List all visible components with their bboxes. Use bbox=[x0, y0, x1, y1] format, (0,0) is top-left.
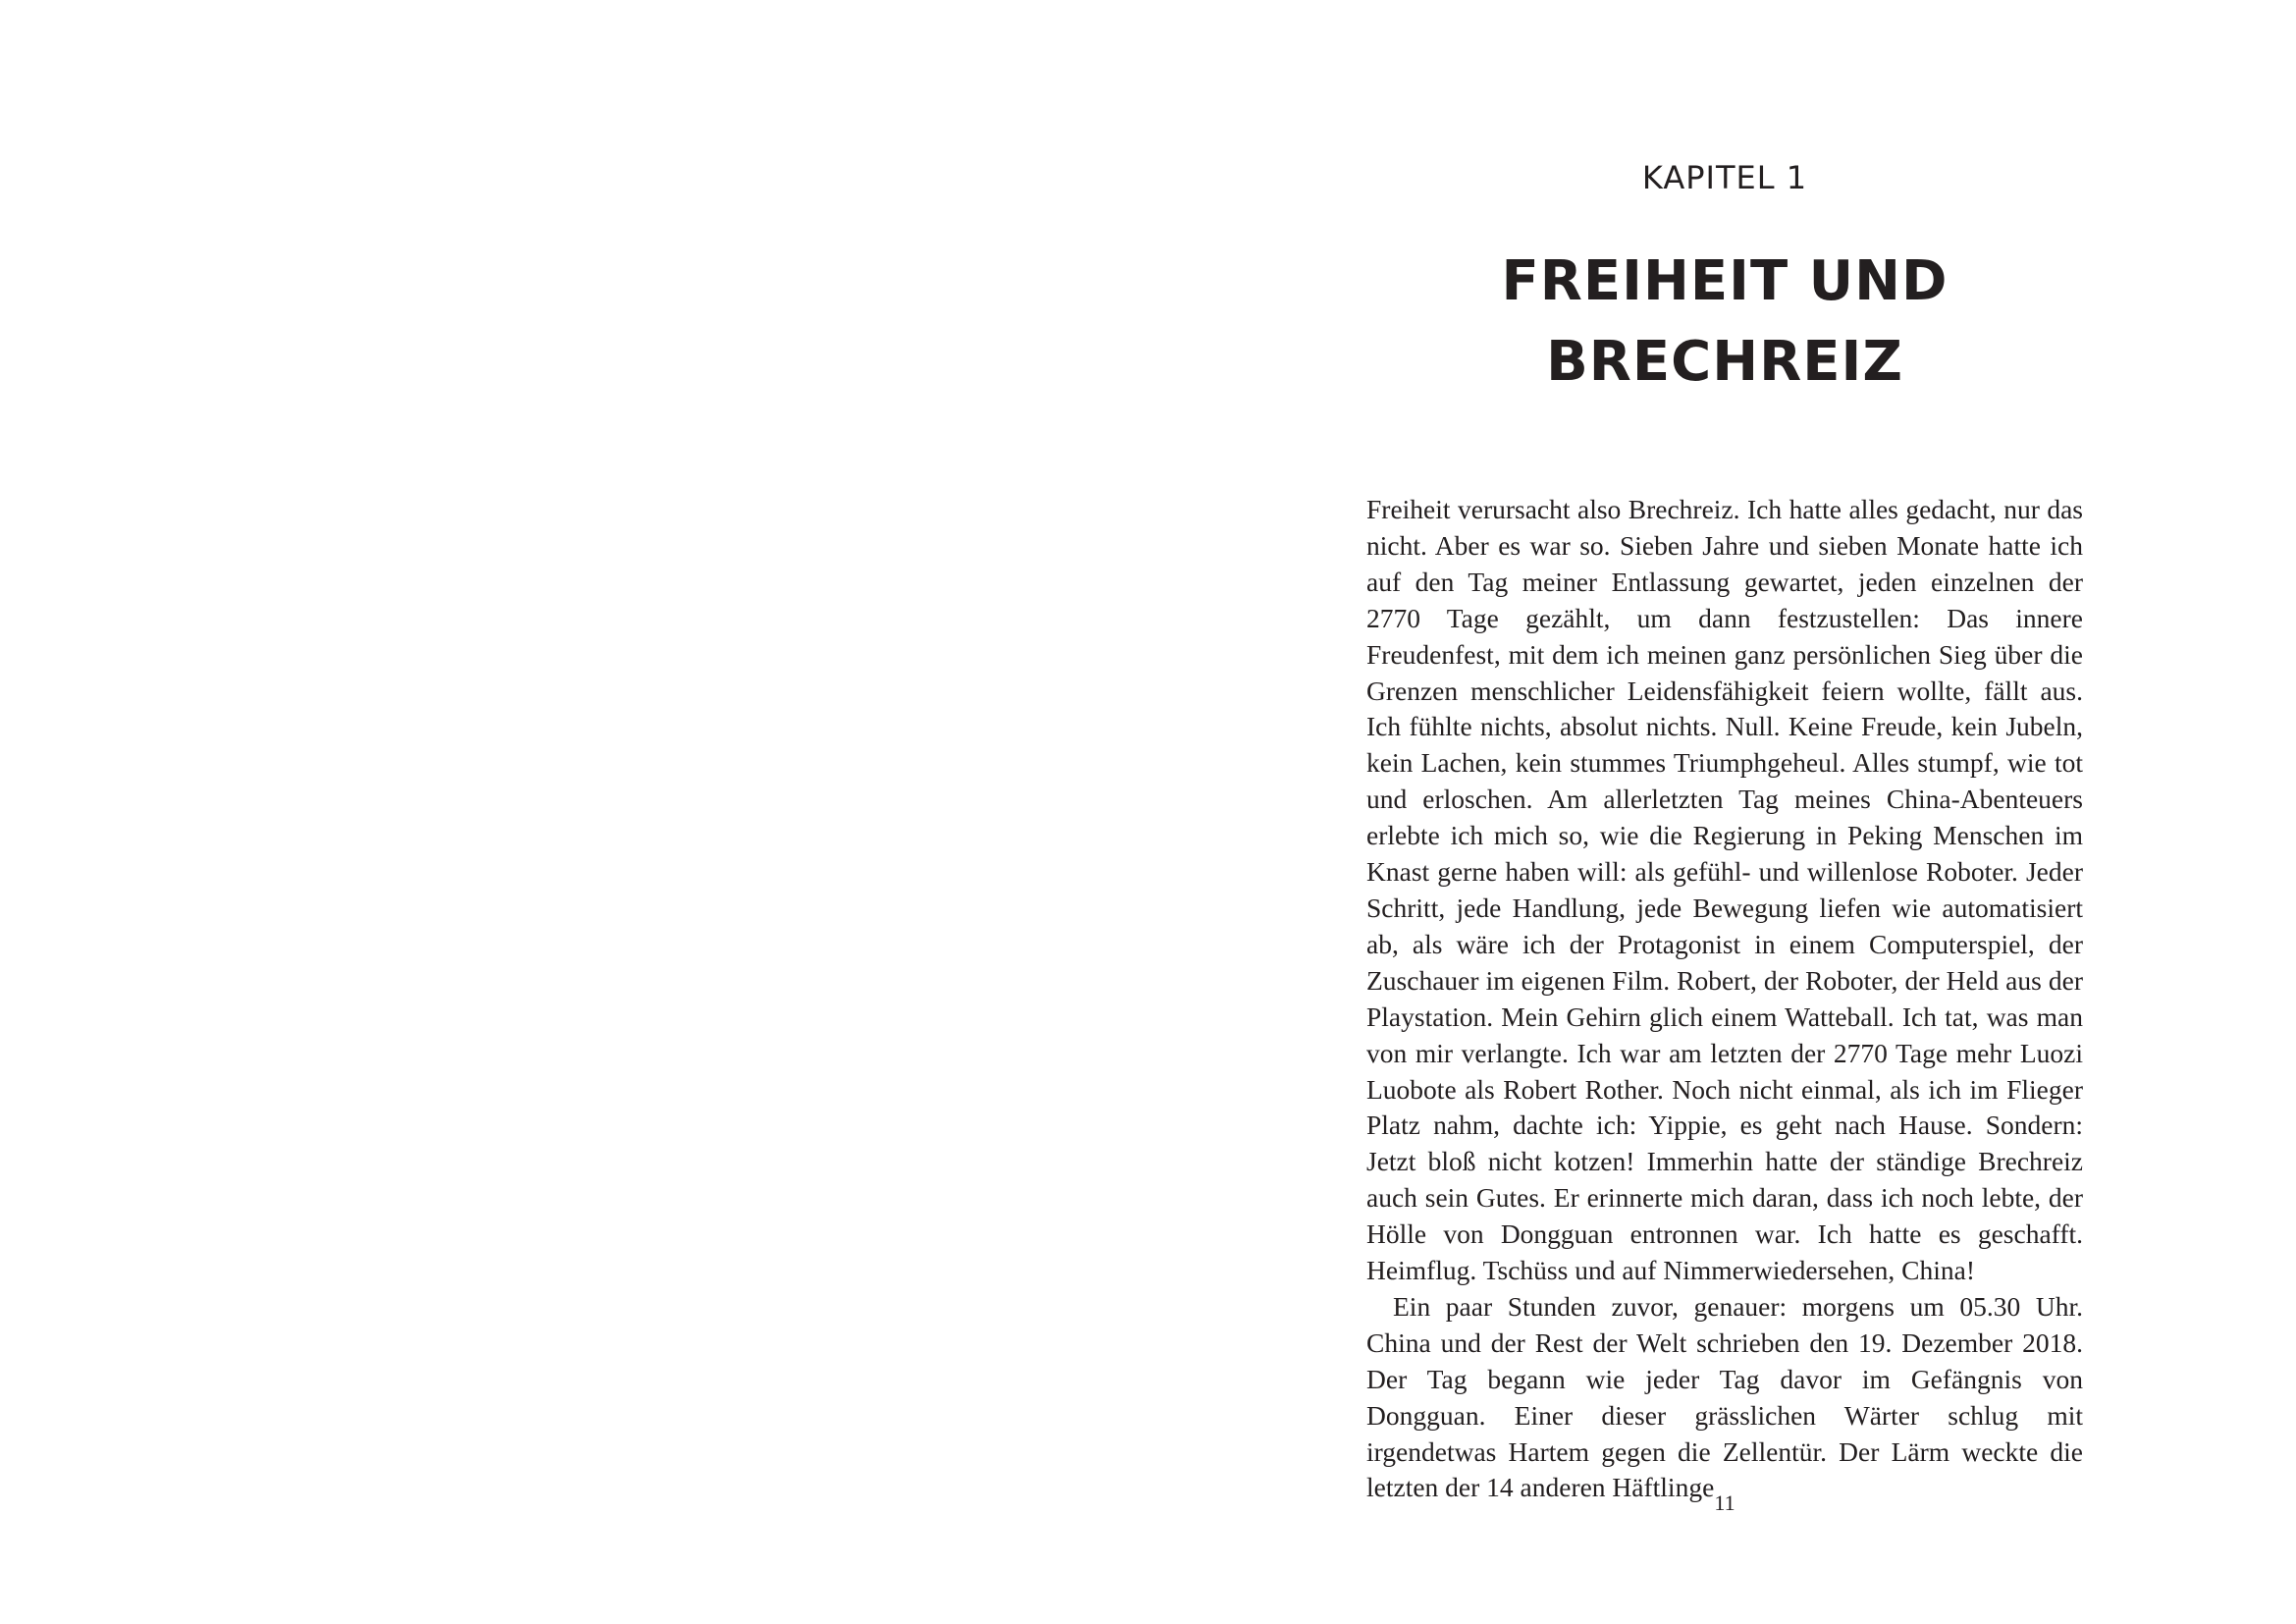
page-number: 11 bbox=[1714, 1490, 1735, 1515]
chapter-label: KAPITEL 1 bbox=[1641, 159, 1808, 196]
body-text bbox=[1366, 492, 2083, 1506]
body-paragraph-2: Ein paar Stunden zuvor, genauer: morgens um 05.30 Uhr. China und der Rest der Welt schrieben den 19. Dezember 2018. Der Tag begann wie jeder Tag davor im Gefängnis von Dongguan. Einer dieser grässlichen Wärter schlug mit irgendetwas Hartem gegen die Zellentür. Der Lärm weckte die letzten der 14 anderen Häftlinge bbox=[1366, 1290, 2083, 1503]
chapter-title bbox=[1366, 242, 2083, 403]
body-paragraph-1: Freiheit verursacht also Brechreiz. Ich hatte alles gedacht, nur das nicht. Aber es war so. Sieben Jahre und sieben Monate hatte ich auf den Tag meiner Entlassung gewartet, jeden einzelnen der 2770 Tage gezählt, um dann festzustellen: Das innere Freudenfest, mit dem ich meinen ganz persönlichen Sieg über die Grenzen menschlicher Leidensfähigkeit feiern wollte, fällt aus. Ich fühlte nichts, absolut nichts. Null. Keine Freude, kein Jubeln, kein Lachen, kein stummes Triumphgeheul. Alles stumpf, wie tot und erloschen. Am allerletzten Tag meines China-Abenteuers erlebte ich mich so, wie die Regierung in Peking Menschen im Knast gerne haben will: als gefühl- und willenlose Roboter. Jeder Schritt, jede Handlung, jede Bewegung liefen wie automatisiert ab, als wäre ich der Protagonist in einem Computerspiel, der Zuschauer im eigenen Film. Robert, der Roboter, der Held aus der Playstation. Mein Gehirn glich einem Watteball. Ich tat, was man von mir verlangte. Ich war am letzten der 2770 Tage mehr Luozi Luobote als Robert Rother. Noch nicht einmal, als ich im Flieger Platz nahm, dachte ich: Yippie, es geht nach Hause. Sondern: Jetzt bloß nicht kotzen! Immerhin hatte der ständige Brechreiz auch sein Gutes. Er erinnerte mich daran, dass ich noch lebte, der Hölle von Dongguan entronnen war. Ich hatte es geschafft. Heimflug. Tschüss und auf Nimmerwiedersehen, China! bbox=[1366, 494, 2083, 1286]
chapter-title-line-1: FREIHEIT UND bbox=[1501, 249, 1949, 313]
chapter-title-line-2: BRECHREIZ bbox=[1546, 330, 1903, 394]
